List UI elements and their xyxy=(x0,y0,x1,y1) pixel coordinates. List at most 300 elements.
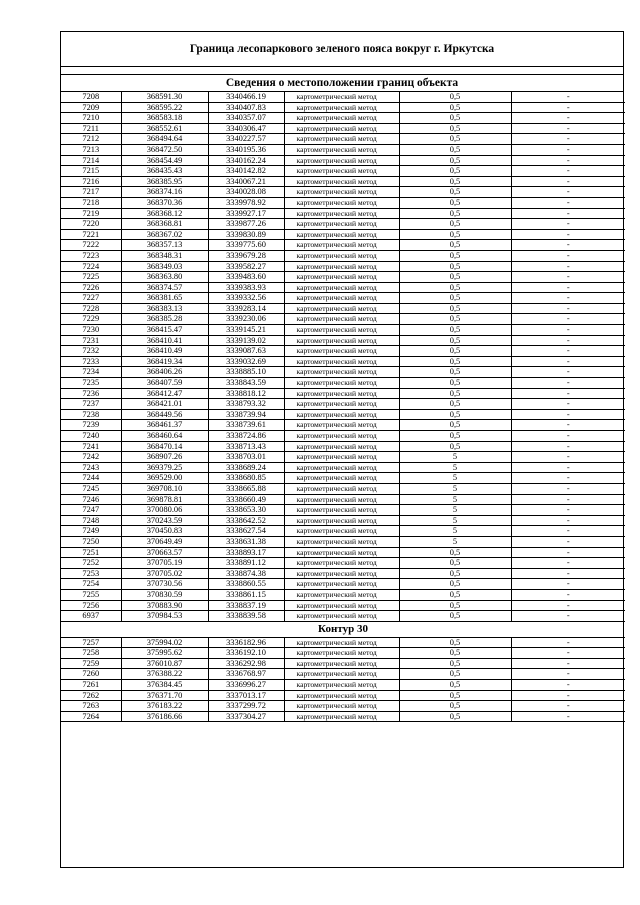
x-coordinate-cell: 370883.90 xyxy=(121,600,208,611)
note-cell: - xyxy=(511,648,625,659)
method-cell: картометрический метод xyxy=(284,378,399,389)
table-row xyxy=(61,452,625,463)
note-cell: - xyxy=(511,690,625,701)
note-cell: - xyxy=(511,431,625,442)
point-number-cell: 7213 xyxy=(61,144,121,155)
point-number-cell: 7258 xyxy=(61,648,121,659)
point-number-cell: 7227 xyxy=(61,293,121,304)
point-number-cell: 7221 xyxy=(61,229,121,240)
x-coordinate-cell: 368595.22 xyxy=(121,102,208,113)
table-row xyxy=(61,102,625,113)
accuracy-cell: 0,5 xyxy=(399,134,511,145)
table-row xyxy=(61,113,625,124)
method-cell: картометрический метод xyxy=(284,669,399,680)
point-number-cell: 7249 xyxy=(61,526,121,537)
point-number-cell: 7211 xyxy=(61,123,121,134)
x-coordinate-cell: 368494.64 xyxy=(121,134,208,145)
point-number-cell: 7264 xyxy=(61,711,121,722)
method-cell: картометрический метод xyxy=(284,388,399,399)
accuracy-cell: 0,5 xyxy=(399,589,511,600)
point-number-cell: 7262 xyxy=(61,690,121,701)
accuracy-cell: 0,5 xyxy=(399,637,511,648)
note-cell: - xyxy=(511,134,625,145)
x-coordinate-cell: 368419.34 xyxy=(121,356,208,367)
x-coordinate-cell: 368407.59 xyxy=(121,378,208,389)
accuracy-cell: 0,5 xyxy=(399,547,511,558)
table-row xyxy=(61,187,625,198)
point-number-cell: 7212 xyxy=(61,134,121,145)
note-cell: - xyxy=(511,272,625,283)
x-coordinate-cell: 368363.80 xyxy=(121,272,208,283)
method-cell: картометрический метод xyxy=(284,568,399,579)
point-number-cell: 7209 xyxy=(61,102,121,113)
method-cell: картометрический метод xyxy=(284,240,399,251)
point-number-cell: 7235 xyxy=(61,378,121,389)
table-row xyxy=(61,240,625,251)
accuracy-cell: 0,5 xyxy=(399,658,511,669)
y-coordinate-cell: 3338653.30 xyxy=(208,505,284,516)
accuracy-cell: 0,5 xyxy=(399,669,511,680)
x-coordinate-cell: 368583.18 xyxy=(121,113,208,124)
x-coordinate-cell: 370984.53 xyxy=(121,611,208,622)
accuracy-cell: 0,5 xyxy=(399,113,511,124)
note-cell: - xyxy=(511,452,625,463)
y-coordinate-cell: 3338680.85 xyxy=(208,473,284,484)
method-cell: картометрический метод xyxy=(284,515,399,526)
table-row xyxy=(61,399,625,410)
note-cell: - xyxy=(511,494,625,505)
x-coordinate-cell: 368406.26 xyxy=(121,367,208,378)
table-row xyxy=(61,473,625,484)
note-cell: - xyxy=(511,208,625,219)
x-coordinate-cell: 368349.03 xyxy=(121,261,208,272)
x-coordinate-cell: 368552.61 xyxy=(121,123,208,134)
note-cell: - xyxy=(511,123,625,134)
x-coordinate-cell: 376183.22 xyxy=(121,701,208,712)
point-number-cell: 7244 xyxy=(61,473,121,484)
accuracy-cell: 0,5 xyxy=(399,272,511,283)
note-cell: - xyxy=(511,568,625,579)
y-coordinate-cell: 3338631.38 xyxy=(208,536,284,547)
y-coordinate-cell: 3339383.93 xyxy=(208,282,284,293)
method-cell: картометрический метод xyxy=(284,282,399,293)
method-cell: картометрический метод xyxy=(284,473,399,484)
point-number-cell: 7218 xyxy=(61,197,121,208)
x-coordinate-cell: 370450.83 xyxy=(121,526,208,537)
method-cell: картометрический метод xyxy=(284,600,399,611)
method-cell: картометрический метод xyxy=(284,547,399,558)
x-coordinate-cell: 370730.56 xyxy=(121,579,208,590)
accuracy-cell: 0,5 xyxy=(399,325,511,336)
table-row xyxy=(61,335,625,346)
table-row xyxy=(61,123,625,134)
table-row xyxy=(61,462,625,473)
table-row xyxy=(61,611,625,622)
y-coordinate-cell: 3339087.63 xyxy=(208,346,284,357)
point-number-cell: 7220 xyxy=(61,219,121,230)
accuracy-cell: 0,5 xyxy=(399,240,511,251)
accuracy-cell: 5 xyxy=(399,473,511,484)
method-cell: картометрический метод xyxy=(284,219,399,230)
point-number-cell: 7263 xyxy=(61,701,121,712)
x-coordinate-cell: 368367.02 xyxy=(121,229,208,240)
x-coordinate-cell: 368374.16 xyxy=(121,187,208,198)
y-coordinate-cell: 3338627.54 xyxy=(208,526,284,537)
x-coordinate-cell: 368370.36 xyxy=(121,197,208,208)
x-coordinate-cell: 370705.02 xyxy=(121,568,208,579)
contour-title-row xyxy=(61,621,625,637)
table-row xyxy=(61,409,625,420)
note-cell: - xyxy=(511,367,625,378)
accuracy-cell: 0,5 xyxy=(399,346,511,357)
accuracy-cell: 0,5 xyxy=(399,568,511,579)
y-coordinate-cell: 3338665.88 xyxy=(208,483,284,494)
point-number-cell: 7219 xyxy=(61,208,121,219)
table-row xyxy=(61,515,625,526)
point-number-cell: 7222 xyxy=(61,240,121,251)
y-coordinate-cell: 3338839.58 xyxy=(208,611,284,622)
note-cell: - xyxy=(511,155,625,166)
x-coordinate-cell: 368381.65 xyxy=(121,293,208,304)
note-cell: - xyxy=(511,388,625,399)
note-cell: - xyxy=(511,669,625,680)
x-coordinate-cell: 368454.49 xyxy=(121,155,208,166)
point-number-cell: 7240 xyxy=(61,431,121,442)
x-coordinate-cell: 375995.62 xyxy=(121,648,208,659)
table-row xyxy=(61,558,625,569)
y-coordinate-cell: 3338660.49 xyxy=(208,494,284,505)
accuracy-cell: 0,5 xyxy=(399,187,511,198)
y-coordinate-cell: 3340227.57 xyxy=(208,134,284,145)
note-cell: - xyxy=(511,325,625,336)
y-coordinate-cell: 3339582.27 xyxy=(208,261,284,272)
y-coordinate-cell: 3336192.10 xyxy=(208,648,284,659)
note-cell: - xyxy=(511,558,625,569)
table-row xyxy=(61,536,625,547)
method-cell: картометрический метод xyxy=(284,208,399,219)
accuracy-cell: 0,5 xyxy=(399,123,511,134)
table-row xyxy=(61,494,625,505)
x-coordinate-cell: 368368.81 xyxy=(121,219,208,230)
y-coordinate-cell: 3340306.47 xyxy=(208,123,284,134)
y-coordinate-cell: 3338885.10 xyxy=(208,367,284,378)
note-cell: - xyxy=(511,219,625,230)
table-row xyxy=(61,176,625,187)
note-cell: - xyxy=(511,505,625,516)
accuracy-cell: 0,5 xyxy=(399,558,511,569)
y-coordinate-cell: 3337304.27 xyxy=(208,711,284,722)
accuracy-cell: 5 xyxy=(399,536,511,547)
method-cell: картометрический метод xyxy=(284,494,399,505)
method-cell: картометрический метод xyxy=(284,420,399,431)
accuracy-cell: 0,5 xyxy=(399,420,511,431)
accuracy-cell: 0,5 xyxy=(399,197,511,208)
point-number-cell: 7226 xyxy=(61,282,121,293)
y-coordinate-cell: 3339283.14 xyxy=(208,303,284,314)
accuracy-cell: 5 xyxy=(399,452,511,463)
method-cell: картометрический метод xyxy=(284,261,399,272)
method-cell: картометрический метод xyxy=(284,187,399,198)
method-cell: картометрический метод xyxy=(284,680,399,691)
note-cell: - xyxy=(511,314,625,325)
note-cell: - xyxy=(511,515,625,526)
point-number-cell: 7243 xyxy=(61,462,121,473)
table-row xyxy=(61,658,625,669)
note-cell: - xyxy=(511,335,625,346)
table-row xyxy=(61,378,625,389)
point-number-cell: 7256 xyxy=(61,600,121,611)
x-coordinate-cell: 376388.22 xyxy=(121,669,208,680)
table-row xyxy=(61,505,625,516)
y-coordinate-cell: 3340407.83 xyxy=(208,102,284,113)
document-frame xyxy=(60,31,624,868)
table-row xyxy=(61,155,625,166)
accuracy-cell: 0,5 xyxy=(399,166,511,177)
y-coordinate-cell: 3338893.17 xyxy=(208,547,284,558)
table-row xyxy=(61,314,625,325)
point-number-cell: 7246 xyxy=(61,494,121,505)
y-coordinate-cell: 3338689.24 xyxy=(208,462,284,473)
point-number-cell: 7232 xyxy=(61,346,121,357)
method-cell: картометрический метод xyxy=(284,197,399,208)
note-cell: - xyxy=(511,92,625,102)
table-row xyxy=(61,293,625,304)
document-title: Граница лесопаркового зеленого пояса вокруг г. Иркутска xyxy=(61,32,623,67)
accuracy-cell: 0,5 xyxy=(399,356,511,367)
accuracy-cell: 0,5 xyxy=(399,579,511,590)
accuracy-cell: 0,5 xyxy=(399,176,511,187)
x-coordinate-cell: 370663.57 xyxy=(121,547,208,558)
point-number-cell: 7245 xyxy=(61,483,121,494)
note-cell: - xyxy=(511,637,625,648)
x-coordinate-cell: 368357.13 xyxy=(121,240,208,251)
x-coordinate-cell: 376384.45 xyxy=(121,680,208,691)
note-cell: - xyxy=(511,176,625,187)
accuracy-cell: 5 xyxy=(399,494,511,505)
x-coordinate-cell: 376010.87 xyxy=(121,658,208,669)
method-cell: картометрический метод xyxy=(284,711,399,722)
accuracy-cell: 0,5 xyxy=(399,431,511,442)
method-cell: картометрический метод xyxy=(284,113,399,124)
x-coordinate-cell: 369379.25 xyxy=(121,462,208,473)
y-coordinate-cell: 3338860.55 xyxy=(208,579,284,590)
y-coordinate-cell: 3340195.36 xyxy=(208,144,284,155)
y-coordinate-cell: 3339877.26 xyxy=(208,219,284,230)
y-coordinate-cell: 3336182.96 xyxy=(208,637,284,648)
method-cell: картометрический метод xyxy=(284,134,399,145)
accuracy-cell: 0,5 xyxy=(399,399,511,410)
x-coordinate-cell: 370649.49 xyxy=(121,536,208,547)
point-number-cell: 7208 xyxy=(61,92,121,102)
y-coordinate-cell: 3339032.69 xyxy=(208,356,284,367)
point-number-cell: 7260 xyxy=(61,669,121,680)
y-coordinate-cell: 3337299.72 xyxy=(208,701,284,712)
accuracy-cell: 0,5 xyxy=(399,155,511,166)
table-row xyxy=(61,568,625,579)
note-cell: - xyxy=(511,102,625,113)
table-row xyxy=(61,250,625,261)
y-coordinate-cell: 3340357.07 xyxy=(208,113,284,124)
y-coordinate-cell: 3336768.97 xyxy=(208,669,284,680)
x-coordinate-cell: 368449.56 xyxy=(121,409,208,420)
note-cell: - xyxy=(511,187,625,198)
point-number-cell: 7239 xyxy=(61,420,121,431)
method-cell: картометрический метод xyxy=(284,303,399,314)
coordinates-table xyxy=(61,92,625,722)
point-number-cell: 7252 xyxy=(61,558,121,569)
spacer-row xyxy=(61,67,623,75)
point-number-cell: 7230 xyxy=(61,325,121,336)
method-cell: картометрический метод xyxy=(284,409,399,420)
y-coordinate-cell: 3339145.21 xyxy=(208,325,284,336)
point-number-cell: 7223 xyxy=(61,250,121,261)
y-coordinate-cell: 3338739.94 xyxy=(208,409,284,420)
note-cell: - xyxy=(511,409,625,420)
method-cell: картометрический метод xyxy=(284,648,399,659)
table-row xyxy=(61,356,625,367)
table-row xyxy=(61,208,625,219)
x-coordinate-cell: 369878.81 xyxy=(121,494,208,505)
point-number-cell: 7214 xyxy=(61,155,121,166)
accuracy-cell: 5 xyxy=(399,515,511,526)
x-coordinate-cell: 370080.06 xyxy=(121,505,208,516)
point-number-cell: 7261 xyxy=(61,680,121,691)
note-cell: - xyxy=(511,303,625,314)
note-cell: - xyxy=(511,600,625,611)
table-row xyxy=(61,388,625,399)
table-row xyxy=(61,526,625,537)
method-cell: картометрический метод xyxy=(284,536,399,547)
x-coordinate-cell: 368591.30 xyxy=(121,92,208,102)
table-row xyxy=(61,669,625,680)
x-coordinate-cell: 368410.41 xyxy=(121,335,208,346)
x-coordinate-cell: 370243.59 xyxy=(121,515,208,526)
point-number-cell: 7237 xyxy=(61,399,121,410)
method-cell: картометрический метод xyxy=(284,701,399,712)
contour-title: Контур 30 xyxy=(61,621,625,637)
method-cell: картометрический метод xyxy=(284,526,399,537)
method-cell: картометрический метод xyxy=(284,272,399,283)
point-number-cell: 7254 xyxy=(61,579,121,590)
y-coordinate-cell: 3338713.43 xyxy=(208,441,284,452)
table-row xyxy=(61,229,625,240)
accuracy-cell: 0,5 xyxy=(399,409,511,420)
accuracy-cell: 0,5 xyxy=(399,680,511,691)
point-number-cell: 7242 xyxy=(61,452,121,463)
method-cell: картометрический метод xyxy=(284,293,399,304)
accuracy-cell: 0,5 xyxy=(399,282,511,293)
accuracy-cell: 0,5 xyxy=(399,378,511,389)
note-cell: - xyxy=(511,144,625,155)
x-coordinate-cell: 368470.14 xyxy=(121,441,208,452)
x-coordinate-cell: 368415.47 xyxy=(121,325,208,336)
method-cell: картометрический метод xyxy=(284,690,399,701)
x-coordinate-cell: 368348.31 xyxy=(121,250,208,261)
section-title: Сведения о местоположении границ объекта xyxy=(61,75,623,92)
method-cell: картометрический метод xyxy=(284,483,399,494)
accuracy-cell: 0,5 xyxy=(399,711,511,722)
accuracy-cell: 0,5 xyxy=(399,144,511,155)
y-coordinate-cell: 3339679.28 xyxy=(208,250,284,261)
point-number-cell: 7231 xyxy=(61,335,121,346)
x-coordinate-cell: 368907.26 xyxy=(121,452,208,463)
x-coordinate-cell: 369529.00 xyxy=(121,473,208,484)
table-row xyxy=(61,144,625,155)
table-row xyxy=(61,272,625,283)
x-coordinate-cell: 376186.66 xyxy=(121,711,208,722)
x-coordinate-cell: 376371.70 xyxy=(121,690,208,701)
point-number-cell: 7217 xyxy=(61,187,121,198)
accuracy-cell: 0,5 xyxy=(399,441,511,452)
method-cell: картометрический метод xyxy=(284,102,399,113)
table-row xyxy=(61,92,625,102)
accuracy-cell: 0,5 xyxy=(399,229,511,240)
accuracy-cell: 0,5 xyxy=(399,701,511,712)
table-row xyxy=(61,420,625,431)
note-cell: - xyxy=(511,420,625,431)
accuracy-cell: 0,5 xyxy=(399,102,511,113)
accuracy-cell: 5 xyxy=(399,526,511,537)
x-coordinate-cell: 368385.28 xyxy=(121,314,208,325)
note-cell: - xyxy=(511,356,625,367)
accuracy-cell: 0,5 xyxy=(399,92,511,102)
accuracy-cell: 0,5 xyxy=(399,303,511,314)
y-coordinate-cell: 3338642.52 xyxy=(208,515,284,526)
point-number-cell: 7228 xyxy=(61,303,121,314)
point-number-cell: 7236 xyxy=(61,388,121,399)
x-coordinate-cell: 370830.59 xyxy=(121,589,208,600)
note-cell: - xyxy=(511,536,625,547)
point-number-cell: 7225 xyxy=(61,272,121,283)
point-number-cell: 7250 xyxy=(61,536,121,547)
method-cell: картометрический метод xyxy=(284,658,399,669)
y-coordinate-cell: 3338739.61 xyxy=(208,420,284,431)
point-number-cell: 7248 xyxy=(61,515,121,526)
note-cell: - xyxy=(511,166,625,177)
method-cell: картометрический метод xyxy=(284,314,399,325)
method-cell: картометрический метод xyxy=(284,166,399,177)
note-cell: - xyxy=(511,229,625,240)
table-row xyxy=(61,600,625,611)
accuracy-cell: 5 xyxy=(399,483,511,494)
table-row xyxy=(61,325,625,336)
table-row xyxy=(61,197,625,208)
table-row xyxy=(61,134,625,145)
x-coordinate-cell: 368421.01 xyxy=(121,399,208,410)
x-coordinate-cell: 368412.47 xyxy=(121,388,208,399)
x-coordinate-cell: 368461.37 xyxy=(121,420,208,431)
method-cell: картометрический метод xyxy=(284,505,399,516)
method-cell: картометрический метод xyxy=(284,155,399,166)
method-cell: картометрический метод xyxy=(284,346,399,357)
table-row xyxy=(61,346,625,357)
table-row xyxy=(61,282,625,293)
y-coordinate-cell: 3338703.01 xyxy=(208,452,284,463)
table-row xyxy=(61,648,625,659)
method-cell: картометрический метод xyxy=(284,637,399,648)
point-number-cell: 6937 xyxy=(61,611,121,622)
note-cell: - xyxy=(511,282,625,293)
note-cell: - xyxy=(511,658,625,669)
y-coordinate-cell: 3339139.02 xyxy=(208,335,284,346)
y-coordinate-cell: 3338818.12 xyxy=(208,388,284,399)
y-coordinate-cell: 3340466.19 xyxy=(208,92,284,102)
accuracy-cell: 0,5 xyxy=(399,600,511,611)
table-row xyxy=(61,367,625,378)
note-cell: - xyxy=(511,399,625,410)
note-cell: - xyxy=(511,526,625,537)
point-number-cell: 7253 xyxy=(61,568,121,579)
